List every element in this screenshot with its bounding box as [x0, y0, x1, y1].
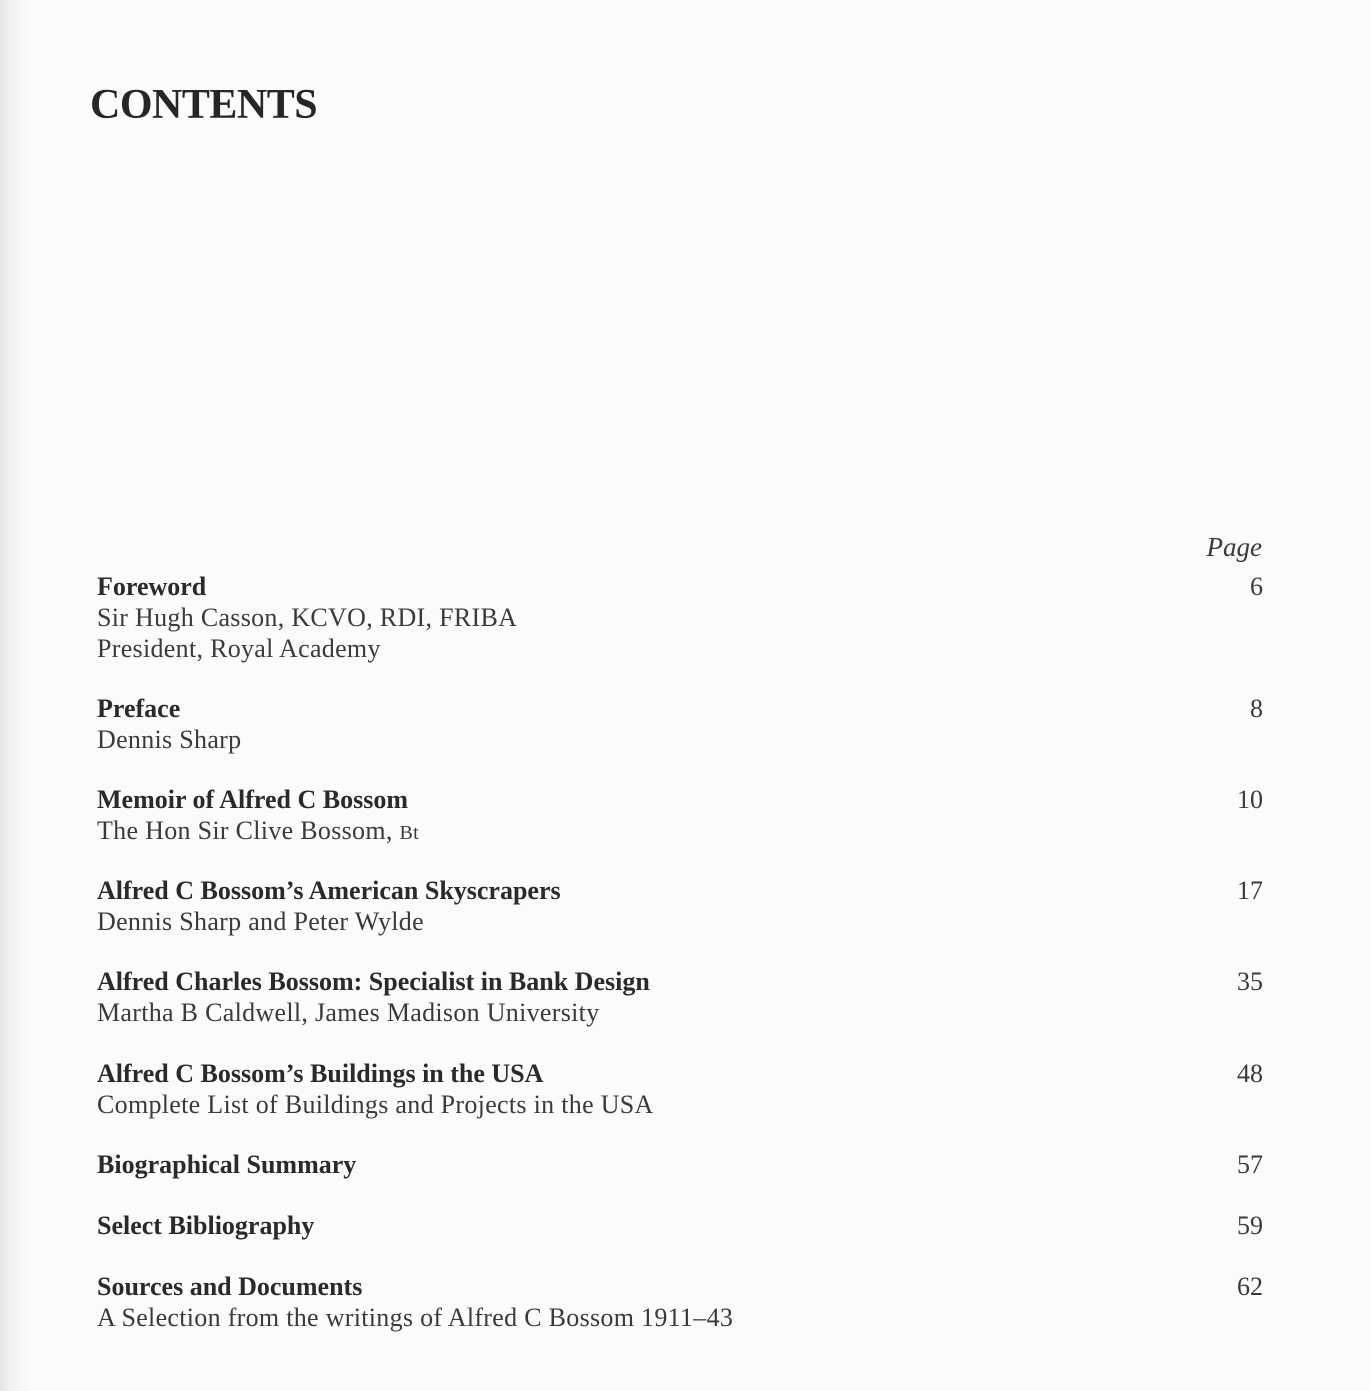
entry-title: Alfred Charles Bossom: Specialist in Bank Design	[97, 967, 650, 996]
entry-title: Sources and Documents	[97, 1272, 363, 1301]
entry-author: Sir Hugh Casson, KCVO, RDI, FRIBA	[97, 603, 518, 632]
entry-description: A Selection from the writings of Alfred C Bossom 1911–43	[97, 1303, 734, 1332]
entry-page-number: 48	[1237, 1059, 1263, 1088]
toc-entry-skyscrapers[interactable]	[97, 875, 1267, 937]
entry-page-number: 10	[1237, 785, 1263, 814]
entry-page-number: 57	[1237, 1150, 1263, 1179]
entry-page-number: 35	[1237, 967, 1263, 996]
page-gutter-shadow	[0, 0, 30, 1391]
toc-entry-sources[interactable]	[97, 1271, 1267, 1333]
entry-author: Martha B Caldwell, James Madison University	[97, 998, 600, 1027]
entry-author	[97, 815, 1267, 849]
toc-entry-foreword[interactable]	[97, 571, 1267, 664]
page-column-label: Page	[1206, 532, 1262, 562]
entry-author: Dennis Sharp and Peter Wylde	[97, 907, 424, 936]
entry-title: Select Bibliography	[97, 1211, 315, 1240]
entry-page-number: 17	[1237, 876, 1263, 905]
entry-title: Alfred C Bossom’s Buildings in the USA	[97, 1059, 544, 1088]
toc-entry-biographical-summary[interactable]	[97, 1149, 1267, 1180]
toc-entry-buildings-usa[interactable]	[97, 1058, 1267, 1120]
toc-entry-bibliography[interactable]	[97, 1210, 1267, 1241]
entry-title: Alfred C Bossom’s American Skyscrapers	[97, 876, 561, 905]
toc-entry-preface[interactable]	[97, 693, 1267, 755]
toc-entry-memoir[interactable]	[97, 784, 1267, 849]
entry-page-number: 6	[1250, 572, 1263, 601]
entry-author-name: The Hon Sir Clive Bossom,	[97, 816, 400, 845]
entry-author-suffix: Bt	[399, 822, 419, 844]
entry-author-role: President, Royal Academy	[97, 634, 381, 663]
entry-author: Dennis Sharp	[97, 725, 242, 754]
entry-page-number: 62	[1237, 1272, 1263, 1301]
page-title: CONTENTS	[90, 82, 318, 128]
entry-title: Preface	[97, 694, 181, 723]
entry-page-number: 8	[1250, 694, 1263, 723]
entry-title: Memoir of Alfred C Bossom	[97, 785, 408, 814]
entry-description: Complete List of Buildings and Projects in the USA	[97, 1090, 654, 1119]
toc-entry-bank-design[interactable]	[97, 966, 1267, 1028]
entry-title: Foreword	[97, 572, 207, 601]
entry-page-number: 59	[1237, 1211, 1263, 1240]
entry-title: Biographical Summary	[97, 1150, 357, 1179]
